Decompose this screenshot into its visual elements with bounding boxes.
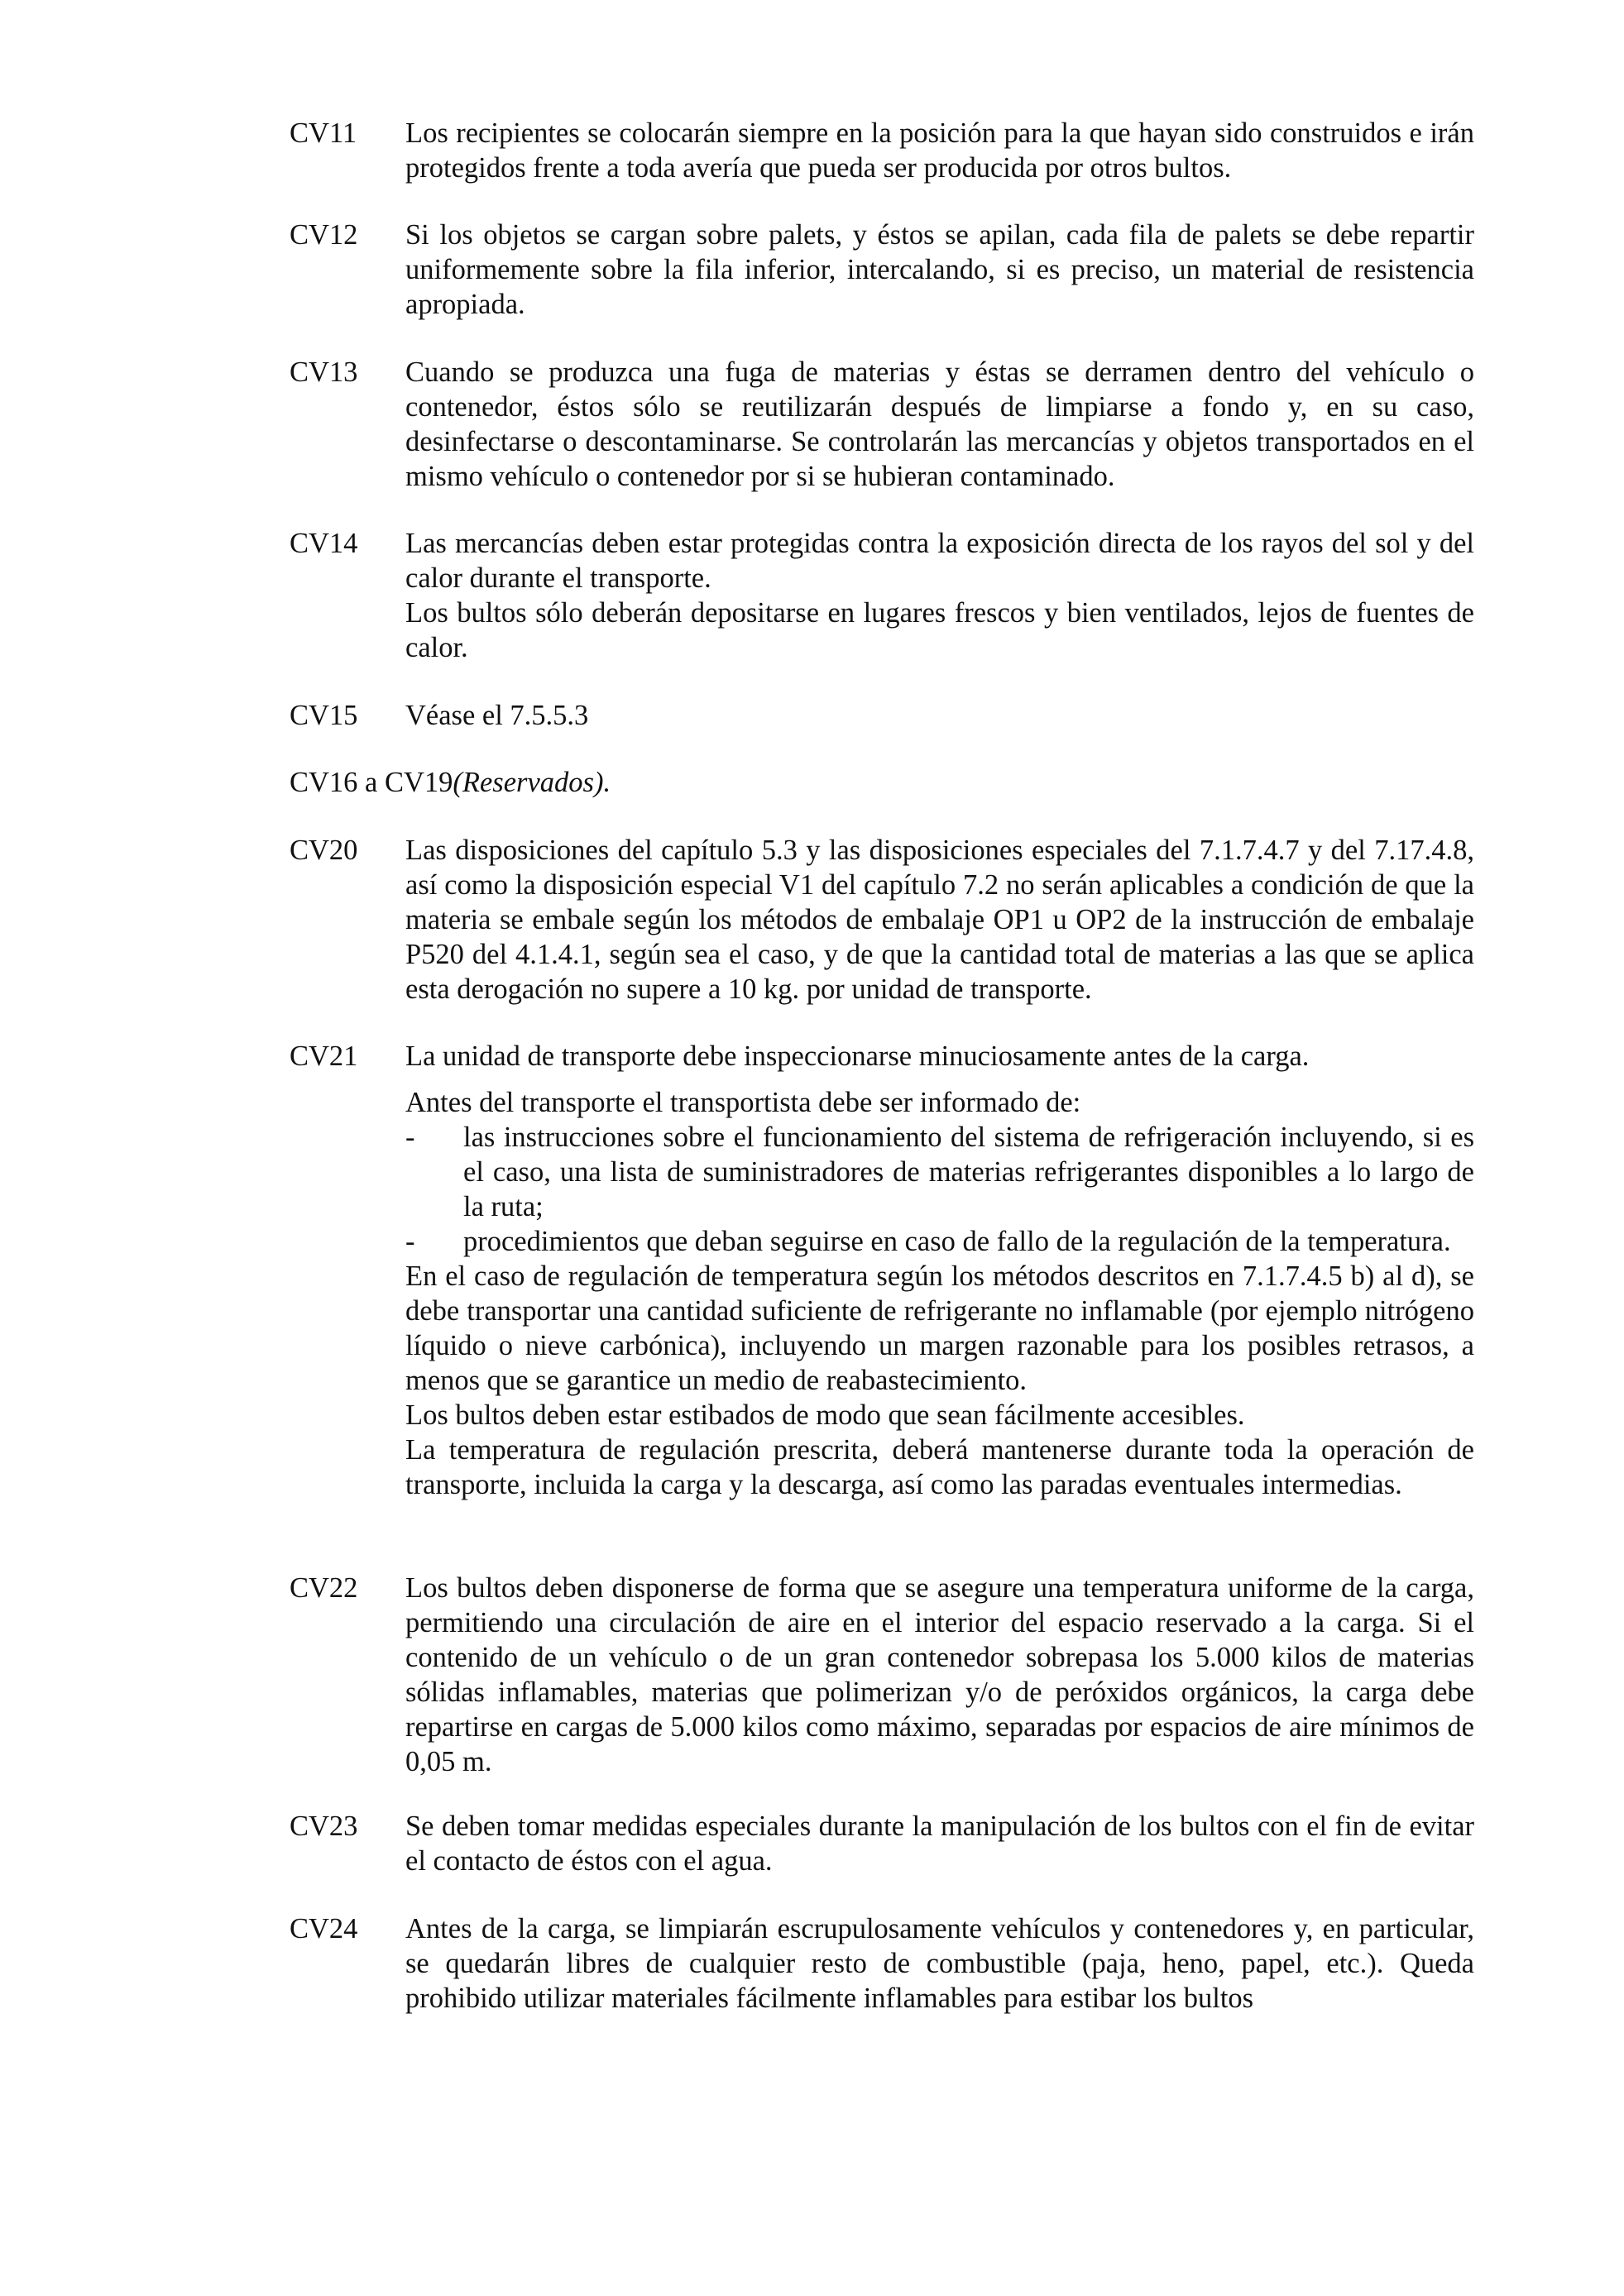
provision-text: La temperatura de regulación prescrita, deberá mantenerse durante toda la operación de transporte, incluida la carga y la descarga, así como las paradas eventuales intermedias. [405, 1434, 1474, 1500]
provision-code: CV15 [290, 700, 358, 731]
reserved-range-codes: CV16 a CV19 [290, 767, 453, 798]
provision-code: CV12 [290, 219, 358, 251]
reserved-range [290, 765, 611, 800]
provision-text: Se deben tomar medidas especiales durante la manipulación de los bultos con el fin de evitar el contacto de éstos con el agua. [405, 1810, 1474, 1877]
provision-text: Antes de la carga, se limpiarán escrupulosamente vehículos y contenedores y, en particular, se quedarán libres de cualquier resto de combustible (paja, heno, papel, etc.). Queda prohibido utilizar materiales fácilmente inflamables para estibar los bultos [405, 1913, 1474, 2014]
list-item [405, 1224, 1474, 1259]
provision-code: CV11 [290, 117, 357, 149]
provision-text: La unidad de transporte debe inspeccionarse minuciosamente antes de la carga. [405, 1040, 1310, 1072]
reserved-range-note: (Reservados). [453, 767, 611, 798]
provision-code: CV13 [290, 356, 358, 388]
provision-text: Los recipientes se colocarán siempre en la posición para la que hayan sido construidos e irán protegidos frente a toda avería que pueda ser producida por otros bultos. [405, 117, 1474, 184]
provision-text: Si los objetos se cargan sobre palets, y éstos se apilan, cada fila de palets se debe repartir uniformemente sobre la fila inferior, intercalando, si es preciso, un material de resistencia apropiada. [405, 219, 1474, 320]
provision-text: Véase el 7.5.5.3 [405, 700, 589, 731]
provision-text: Los bultos deben estar estibados de modo que sean fácilmente accesibles. [405, 1399, 1245, 1431]
provision-code: CV22 [290, 1572, 358, 1604]
provision-text: Las mercancías deben estar protegidas contra la exposición directa de los rayos del sol y del calor durante el transporte. [405, 528, 1474, 594]
provision-text: Antes del transporte el transportista debe ser informado de: [405, 1087, 1081, 1118]
provision-text: En el caso de regulación de temperatura según los métodos descritos en 7.1.7.4.5 b) al d), se debe transportar una cantidad suficiente de refrigerante no inflamable (por ejemplo nitrógeno líquido o nieve carbónica), incluyendo un margen razonable para los posibles retrasos, a menos que se garantice un medio de reabastecimiento. [405, 1260, 1474, 1396]
provision-code: CV24 [290, 1913, 358, 1944]
dash-marker: - [405, 1122, 415, 1153]
provision-text: Las disposiciones del capítulo 5.3 y las disposiciones especiales del 7.1.7.4.7 y del 7.17.4.8, así como la disposición especial V1 del capítulo 7.2 no serán aplicables a condición de que la materia se embale según los métodos de embalaje OP1 u OP2 de la instrucción de embalaje P520 del 4.1.4.1, según sea el caso, y de que la cantidad total de materias a las que se aplica esta derogación no supere a 10 kg. por unidad de transporte. [405, 835, 1474, 1005]
provision-code: CV14 [290, 528, 358, 559]
provision-code: CV20 [290, 835, 358, 866]
list-item [405, 1120, 1474, 1224]
provision-text: Cuando se produzca una fuga de materias y éstas se derramen dentro del vehículo o contenedor, éstos sólo se reutilizarán después de limpiarse a fondo y, en su caso, desinfectarse o descontaminarse. Se controlarán las mercancías y objetos transportados en el mismo vehículo o contenedor por si se hubieran contaminado. [405, 356, 1474, 492]
dash-marker: - [405, 1226, 415, 1257]
list-item-text: las instrucciones sobre el funcionamiento del sistema de refrigeración incluyendo, si es el caso, una lista de suministradores de materias refrigerantes disponibles a lo largo de la ruta; [463, 1122, 1474, 1222]
provision-code: CV21 [290, 1040, 358, 1072]
provision-text: Los bultos deben disponerse de forma que se asegure una temperatura uniforme de la carga, permitiendo una circulación de aire en el interior del espacio reservado a la carga. Si el contenido de un vehículo o de un gran contenedor sobrepasa los 5.000 kilos de materias sólidas inflamables, materias que polimerizan y/o de peróxidos orgánicos, la carga debe repartirse en cargas de 5.000 kilos como máximo, separadas por espacios de aire mínimos de 0,05 m. [405, 1572, 1474, 1777]
list-item-text: procedimientos que deban seguirse en caso de fallo de la regulación de la temperatura. [463, 1226, 1451, 1257]
provision-text: Los bultos sólo deberán depositarse en lugares frescos y bien ventilados, lejos de fuentes de calor. [405, 597, 1474, 663]
provision-code: CV23 [290, 1810, 358, 1842]
